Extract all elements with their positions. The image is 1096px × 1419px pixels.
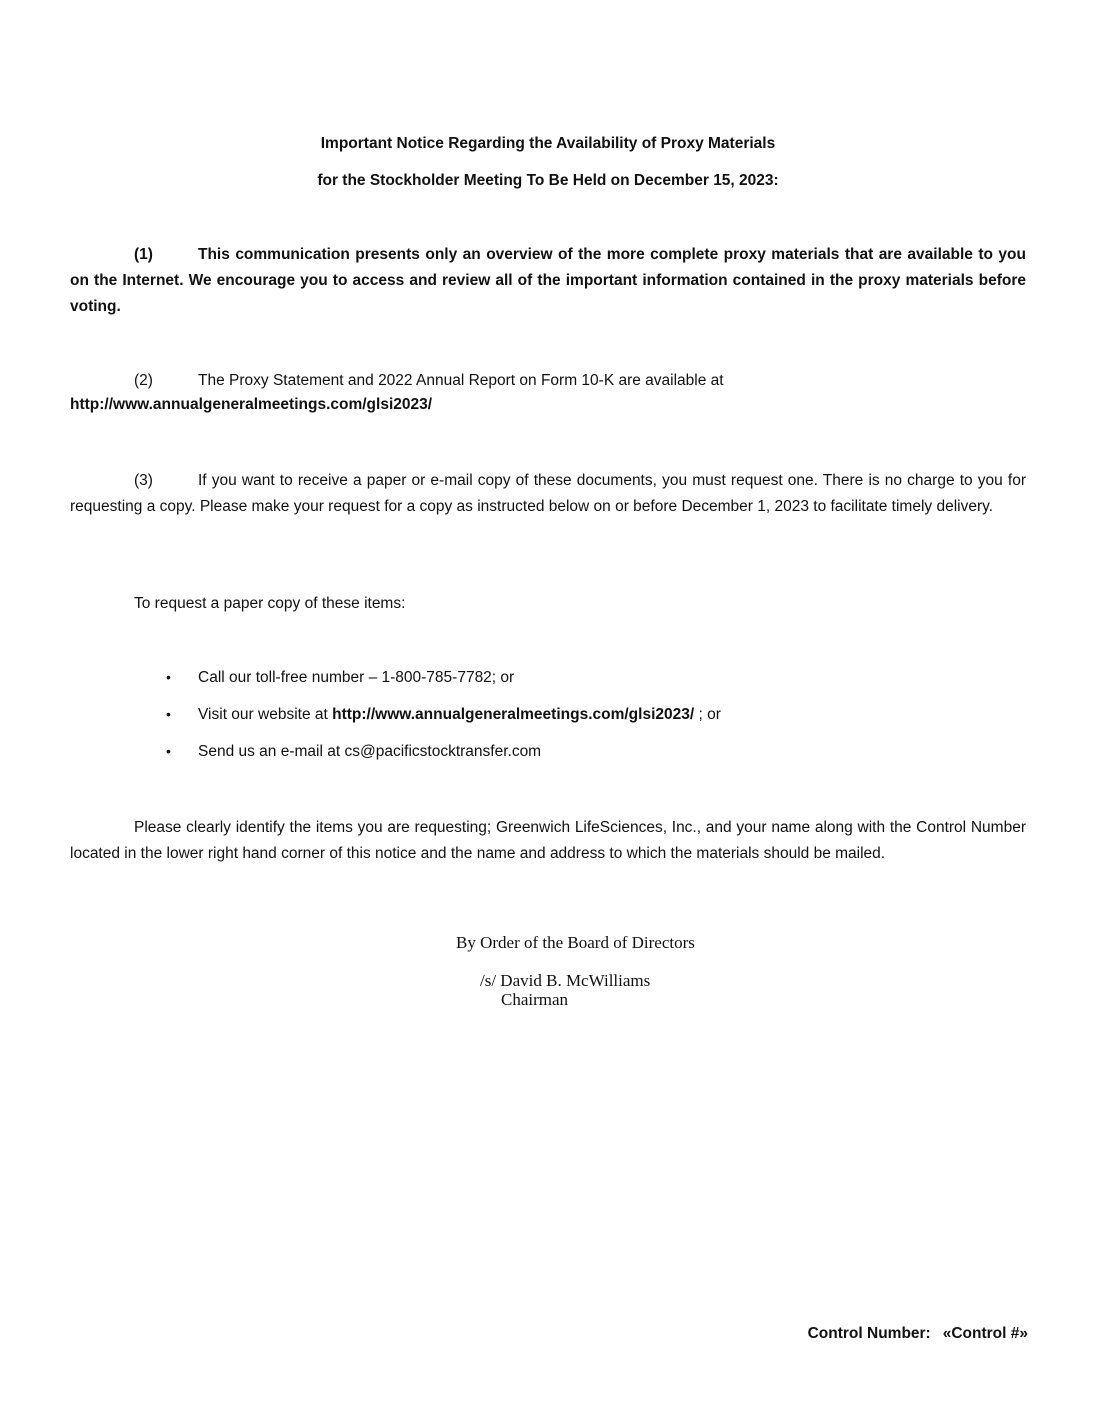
paragraph-3-text: If you want to receive a paper or e-mail copy of these documents, you must request one. There is no charge to you for requesting a copy. Please make your request for a copy as instructed below on or before December 1, 2023 to facilitate timely delivery. — [70, 472, 1026, 515]
proxy-materials-link[interactable]: http://www.annualgeneralmeetings.com/glsi2023/ — [70, 396, 433, 413]
signature-name: /s/ David B. McWilliams — [480, 971, 651, 990]
website-request-link[interactable]: http://www.annualgeneralmeetings.com/glsi2023/ — [332, 706, 695, 723]
paragraph-1-number: (1) — [134, 246, 153, 263]
by-order-line: By Order of the Board of Directors — [456, 933, 695, 952]
bullet-icon: • — [166, 669, 171, 685]
website-request-suffix: ; or — [694, 706, 721, 723]
phone-request-text: Call our toll-free number – 1-800-785-7782; or — [198, 669, 515, 686]
paragraph-2-text: The Proxy Statement and 2022 Annual Report on Form 10-K are available at — [198, 372, 724, 389]
paragraph-3-number: (3) — [134, 472, 153, 489]
control-number — [808, 1325, 1028, 1343]
paragraph-2-number: (2) — [134, 372, 153, 389]
website-request-prefix: Visit our website at — [198, 706, 333, 723]
paragraph-3 — [70, 468, 1026, 520]
bullet-icon: • — [166, 706, 171, 722]
paragraph-1 — [70, 242, 1026, 320]
control-number-value: «Control #» — [942, 1325, 1028, 1342]
signature-title: Chairman — [501, 990, 569, 1009]
control-number-label: Control Number: — [807, 1325, 931, 1342]
list-item — [166, 743, 541, 761]
email-request-text: Send us an e-mail at cs@pacificstocktransfer.com — [198, 743, 542, 760]
bullet-icon: • — [166, 743, 171, 759]
list-item — [166, 669, 514, 687]
notice-title-line-1: Important Notice Regarding the Availability of Proxy Materials — [320, 135, 776, 152]
paragraph-1-text: This communication presents only an overview of the more complete proxy materials that are available to you on the Internet. We encourage you to access and review all of the important information contained in the proxy materials before voting. — [70, 246, 1026, 315]
paragraph-2 — [70, 368, 1026, 394]
notice-title-line-2: for the Stockholder Meeting To Be Held on December 15, 2023: — [317, 172, 779, 189]
request-intro: To request a paper copy of these items: — [134, 595, 406, 612]
closing-paragraph: Please clearly identify the items you are requesting; Greenwich LifeSciences, Inc., and your name along with the Control Number located in the lower right hand corner of this notice and the name and address to which the materials should be mailed. — [70, 819, 1026, 862]
list-item — [166, 706, 721, 724]
